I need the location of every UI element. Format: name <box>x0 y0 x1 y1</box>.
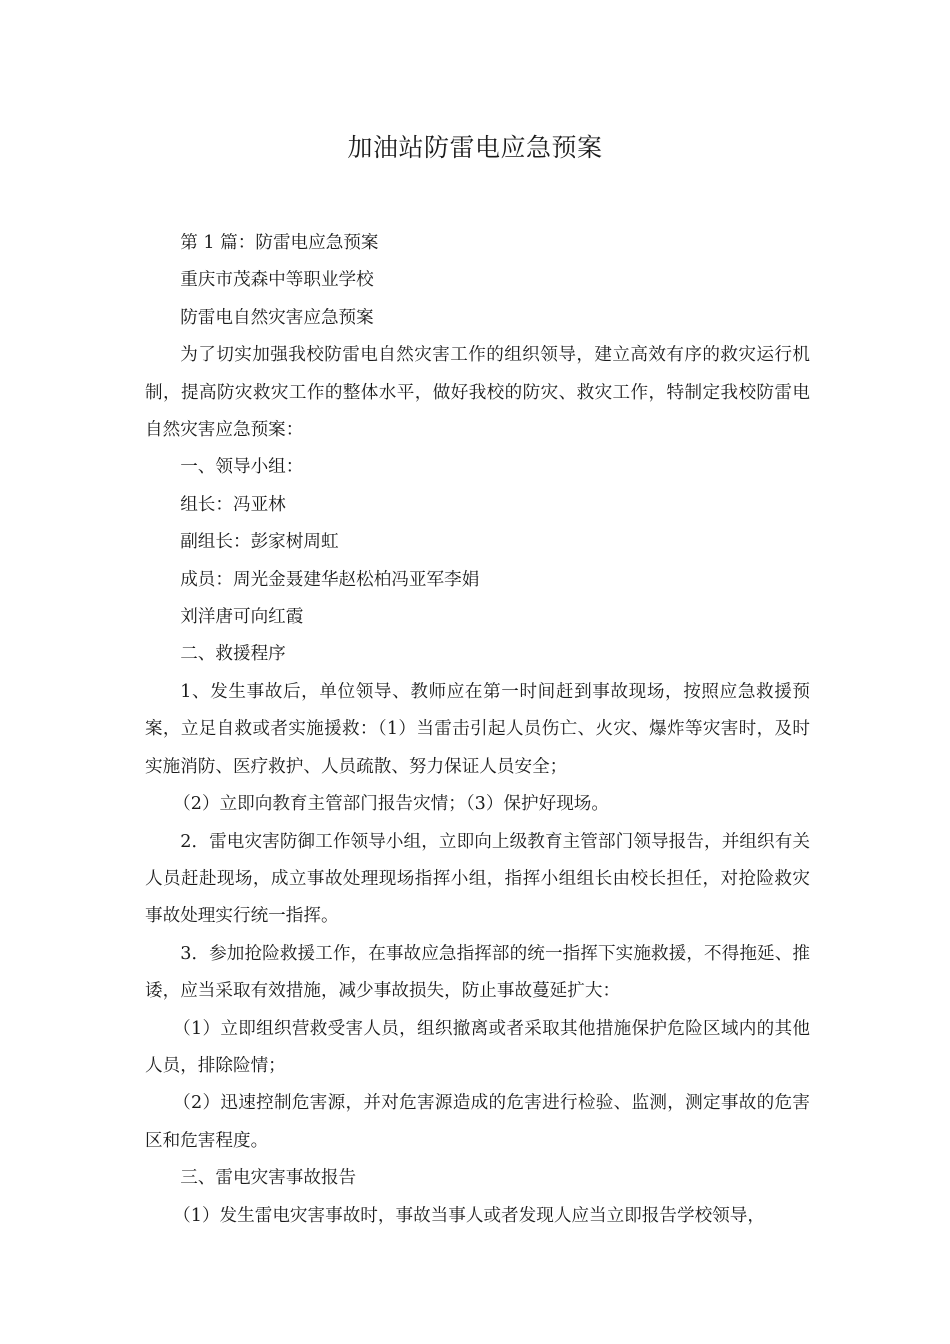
paragraph-rescue-step-3: 3．参加抢险救援工作，在事故应急指挥部的统一指挥下实施救援，不得拖延、推诿，应当采取有效措施，减少事故损失，防止事故蔓延扩大： <box>145 943 810 1002</box>
paragraph-report-item-1: （1）发生雷电灾害事故时，事故当事人或者发现人应当立即报告学校领导， <box>173 1205 765 1226</box>
paragraph-section-2-heading: 二、救援程序 <box>180 644 286 665</box>
paragraph-leader: 组长：冯亚林 <box>180 494 286 515</box>
paragraph-rescue-step-2: 2．雷电灾害防御工作领导小组，立即向上级教育主管部门领导报告，并组织有关人员赶赴现场，成立事故处理现场指挥小组，指挥小组组长由校长担任，对抢险救灾事故处理实行统一指挥。 <box>145 831 810 927</box>
document-title: 加油站防雷电应急预案 <box>347 133 603 162</box>
paragraph-rescue-step-1-cont: （2）立即向教育主管部门报告灾情；（3）保护好现场。 <box>173 794 609 815</box>
paragraph-school-name: 重庆市茂森中等职业学校 <box>180 270 374 291</box>
paragraph-members-cont: 刘洋唐可向红霞 <box>180 607 304 628</box>
paragraph-rescue-step-3-item-2: （2）迅速控制危害源，并对危害源造成的危害进行检验、监测，测定事故的危害区和危害程度。 <box>145 1093 810 1151</box>
paragraph-plan-title: 防雷电自然灾害应急预案 <box>180 307 374 328</box>
document-body <box>145 225 810 1235</box>
paragraph-members: 成员：周光金聂建华赵松柏冯亚军李娟 <box>180 569 480 590</box>
paragraph-rescue-step-3-item-1: （1）立即组织营救受害人员，组织撤离或者采取其他措施保护危险区域内的其他人员，排除险情； <box>145 1018 810 1076</box>
paragraph-section-3-heading: 三、雷电灾害事故报告 <box>180 1168 357 1189</box>
paragraph-deputy-leader: 副组长：彭家树周虹 <box>180 532 339 553</box>
paragraph-chapter-heading: 第 1 篇：防雷电应急预案 <box>180 233 379 253</box>
paragraph-intro: 为了切实加强我校防雷电自然灾害工作的组织领导，建立高效有序的救灾运行机制，提高防灾救灾工作的整体水平，做好我校的防灾、救灾工作，特制定我校防雷电自然灾害应急预案： <box>145 345 810 441</box>
paragraph-rescue-step-1: 1、发生事故后，单位领导、教师应在第一时间赶到事故现场，按照应急救援预案，立足自救或者实施援救：（1）当雷击引起人员伤亡、火灾、爆炸等灾害时，及时实施消防、医疗救护、人员疏散、努力保证人员安全； <box>145 681 810 777</box>
paragraph-section-1-heading: 一、领导小组： <box>180 457 304 478</box>
